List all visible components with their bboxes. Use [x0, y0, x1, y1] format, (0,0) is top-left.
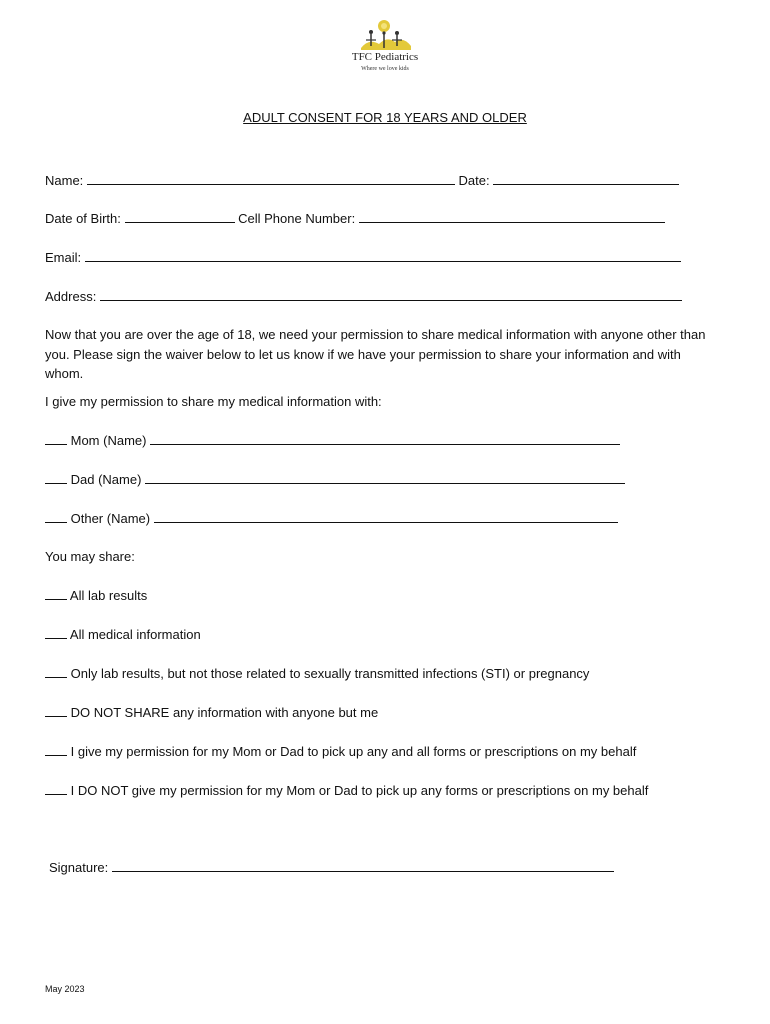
option-pickup-no-check[interactable]	[45, 781, 67, 795]
mom-row	[45, 431, 620, 450]
option-medical-check[interactable]	[45, 625, 67, 639]
option-lab-limited	[45, 664, 589, 683]
permission-heading: I give my permission to share my medical information with:	[45, 394, 382, 409]
option-no-share-label: DO NOT SHARE any information with anyone but me	[70, 705, 379, 720]
mom-label: Mom (Name)	[70, 433, 147, 448]
option-pickup-no-label: I DO NOT give my permission for my Mom or Dad to pick up any forms or prescriptions on my behalf	[70, 783, 649, 798]
mom-name-field[interactable]	[150, 431, 620, 445]
logo-figures-icon	[357, 18, 413, 52]
signature-label: Signature:	[49, 860, 109, 875]
logo-tagline: Where we love kids	[361, 66, 409, 72]
name-row	[45, 171, 679, 190]
signature-row	[49, 858, 614, 877]
signature-field[interactable]	[112, 858, 614, 872]
share-heading: You may share:	[45, 549, 135, 564]
option-lab-limited-label: Only lab results, but not those related to sexually transmitted infections (STI) or pregnancy	[70, 666, 590, 681]
other-check-field[interactable]	[45, 509, 67, 523]
option-lab-limited-check[interactable]	[45, 664, 67, 678]
other-label: Other (Name)	[70, 511, 151, 526]
address-row	[45, 287, 682, 306]
name-field[interactable]	[87, 171, 455, 185]
email-field[interactable]	[85, 248, 681, 262]
address-field[interactable]	[100, 287, 682, 301]
email-label: Email:	[45, 250, 82, 265]
other-row	[45, 509, 618, 528]
form-title: ADULT CONSENT FOR 18 YEARS AND OLDER	[243, 110, 527, 125]
mom-check-field[interactable]	[45, 431, 67, 445]
dad-check-field[interactable]	[45, 470, 67, 484]
other-name-field[interactable]	[154, 509, 618, 523]
date-label: Date:	[458, 173, 490, 188]
option-pickup-yes-check[interactable]	[45, 742, 67, 756]
option-no-share-check[interactable]	[45, 703, 67, 717]
dad-label: Dad (Name)	[70, 472, 142, 487]
option-pickup-yes-label: I give my permission for my Mom or Dad to pick up any and all forms or prescriptions on my behalf	[70, 744, 637, 759]
cell-label: Cell Phone Number:	[238, 211, 356, 226]
option-lab-check[interactable]	[45, 586, 67, 600]
option-pickup-yes	[45, 742, 636, 761]
address-label: Address:	[45, 289, 97, 304]
dob-field[interactable]	[125, 209, 235, 223]
option-no-share	[45, 703, 378, 722]
option-medical	[45, 625, 201, 644]
dob-row	[45, 209, 665, 228]
footer-date: May 2023	[45, 984, 85, 994]
option-lab-label: All lab results	[69, 588, 148, 603]
option-lab	[45, 586, 147, 605]
cell-field[interactable]	[359, 209, 665, 223]
name-label: Name:	[45, 173, 84, 188]
option-pickup-no	[45, 781, 648, 800]
intro-paragraph: Now that you are over the age of 18, we need your permission to share medical information with anyone other than you. Please sign the waiver below to let us know if we have your permission to share your information and with whom.	[45, 327, 706, 381]
email-row	[45, 248, 681, 267]
dob-label: Date of Birth:	[45, 211, 121, 226]
date-field[interactable]	[493, 171, 679, 185]
dad-name-field[interactable]	[145, 470, 625, 484]
option-medical-label: All medical information	[69, 627, 201, 642]
dad-row	[45, 470, 625, 489]
logo	[345, 18, 425, 76]
logo-name: TFC Pediatrics	[351, 51, 419, 63]
